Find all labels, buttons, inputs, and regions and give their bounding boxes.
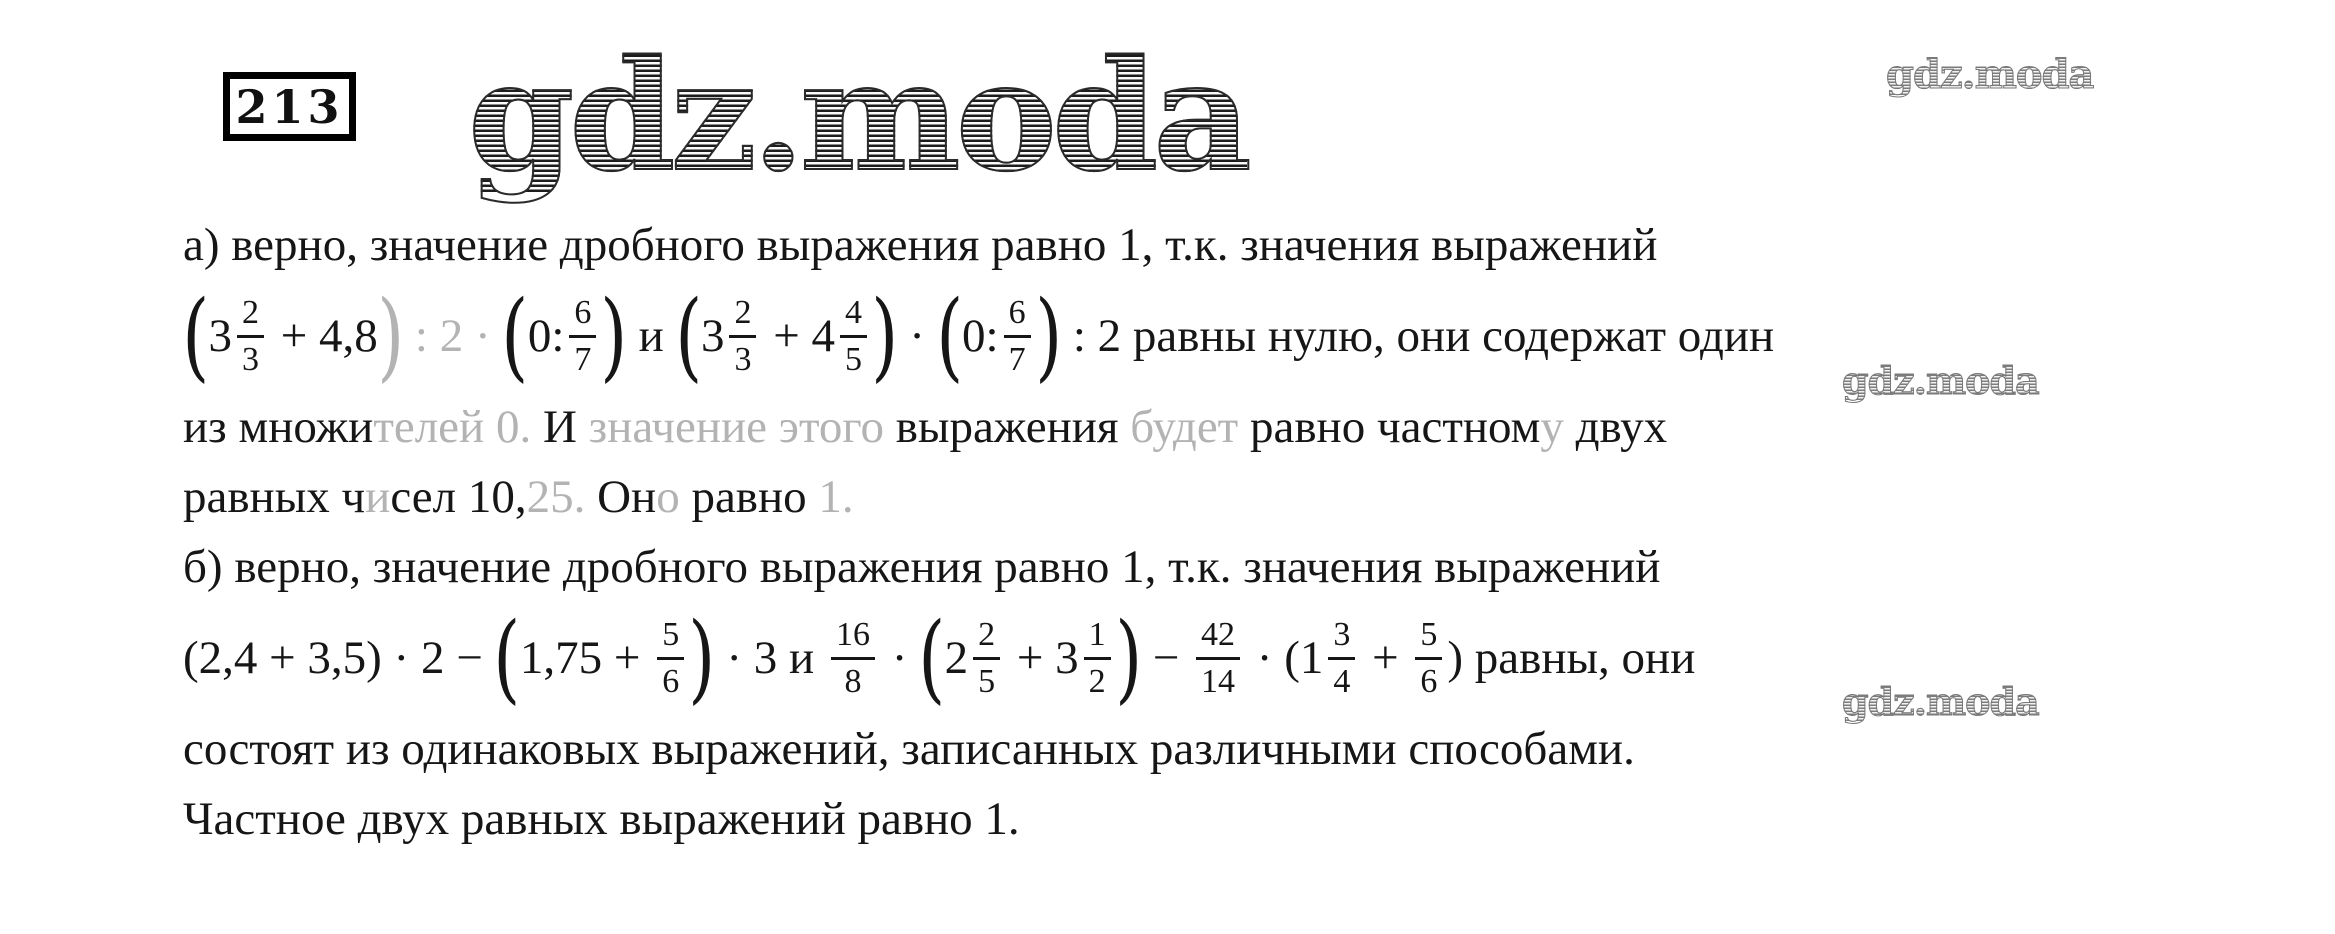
math-line-a: ( 3 $\frac{2}{3}$ + 4,8 ) : 2 · ( 0: $\frac{6}{7}$ ) и ( 3 $\frac{2}{3}$ + 4 $\frac{4}{5}$ ) · ( 0: $\frac{6}{7}$ ) : 2 равны нулю, они содержат один [182, 280, 1775, 392]
text-segment: равных ч [183, 471, 366, 523]
text-segment: · [897, 310, 937, 362]
site-logo-watermark: gdz.moda [468, 26, 1247, 205]
watermark-top-right: gdz.moda [1886, 51, 2094, 98]
text-segment: 3 [700, 310, 725, 362]
text-segment: + 4,8 [268, 310, 378, 362]
text-segment: значение этого [588, 401, 884, 453]
fraction: $\frac{2}{5}$ [973, 618, 1000, 699]
watermark-inline-a: gdz.moda [1842, 358, 2039, 403]
line-a-end [183, 462, 2243, 532]
text-segment: : 2 · [403, 310, 503, 362]
watermark-inline-b: gdz.moda [1842, 679, 2039, 724]
fraction: $\frac{4}{5}$ [840, 296, 867, 377]
text-segment: · [879, 632, 920, 684]
text-segment: + [1360, 632, 1411, 684]
line-b-end: Частное двух равных выражений равно 1. [183, 793, 1020, 845]
text-segment: 0: [962, 310, 999, 362]
fraction: $\frac{2}{3}$ [729, 296, 756, 377]
text-segment: 3 [208, 310, 232, 362]
text-segment: частном [1376, 401, 1541, 453]
fraction: $\frac{5}{6}$ [657, 618, 684, 699]
text-segment: · 3 и [714, 632, 826, 684]
text-segment: · (1 [1245, 632, 1324, 684]
text-segment: у [1540, 401, 1564, 453]
text-segment: телей 0. [373, 401, 532, 453]
fraction: $\frac{6}{7}$ [1004, 296, 1031, 377]
text-segment: 1,75 + [519, 632, 653, 684]
fraction: $\frac{42}{14}$ [1196, 618, 1240, 699]
text-segment: выражения [883, 401, 1131, 453]
text-segment: о [656, 471, 680, 523]
text-segment: − [1141, 632, 1192, 684]
fraction: $\frac{6}{7}$ [569, 296, 596, 377]
fraction: $\frac{16}{8}$ [831, 618, 875, 699]
fraction: $\frac{1}{2}$ [1084, 618, 1111, 699]
text-segment: 25. [526, 471, 586, 523]
text-segment: и [365, 471, 391, 523]
text-segment: и [626, 310, 676, 362]
fraction: $\frac{3}{4}$ [1328, 618, 1355, 699]
text-segment: 1. [818, 471, 854, 523]
line-b-continuation: состоят из одинаковых выражений, записанных различными способами. [183, 723, 1635, 775]
text-segment: двух [1563, 401, 1668, 453]
fraction: $\frac{2}{3}$ [237, 296, 264, 377]
text-segment: : 2 равны нулю, они содержат один [1061, 310, 1775, 362]
math-line-b: (2,4 + 3,5) · 2 − ( 1,75 + $\frac{5}{6}$ ) · 3 и $\frac{16}{8}$ · ( 2 $\frac{2}{5}$ + 3 $\frac{1}{2}$ ) − $\frac{42}{14}$ · (1 $\frac{3}{4}$ + $\frac{5}{6}$ ) равны, они [183, 602, 1696, 714]
line-a-intro: а) верно, значение дробного выражения равно 1, т.к. значения выражений [183, 219, 1658, 271]
text-segment: + 4 [761, 310, 835, 362]
text-segment: из множи [183, 401, 374, 453]
text-segment: равно [1238, 401, 1377, 453]
text-segment: будет [1130, 401, 1239, 453]
text-segment: равно [679, 471, 819, 523]
text-segment: + 3 [1005, 632, 1079, 684]
problem-number-box [223, 72, 356, 141]
text-segment: (2,4 + 3,5) · 2 − [183, 632, 495, 684]
solution-text [183, 210, 2243, 854]
text-segment: Он [585, 471, 657, 523]
text-segment: ) равны, они [1447, 632, 1696, 684]
line-a-continuation [183, 392, 2243, 462]
fraction: $\frac{5}{6}$ [1415, 618, 1442, 699]
text-segment: 2 [944, 632, 969, 684]
problem-number: 213 [235, 79, 344, 134]
text-segment: И [531, 401, 589, 453]
text-segment: 0: [527, 310, 565, 362]
line-b-intro: б) верно, значение дробного выражения равно 1, т.к. значения выражений [183, 541, 1661, 593]
text-segment: сел 10, [390, 471, 527, 523]
